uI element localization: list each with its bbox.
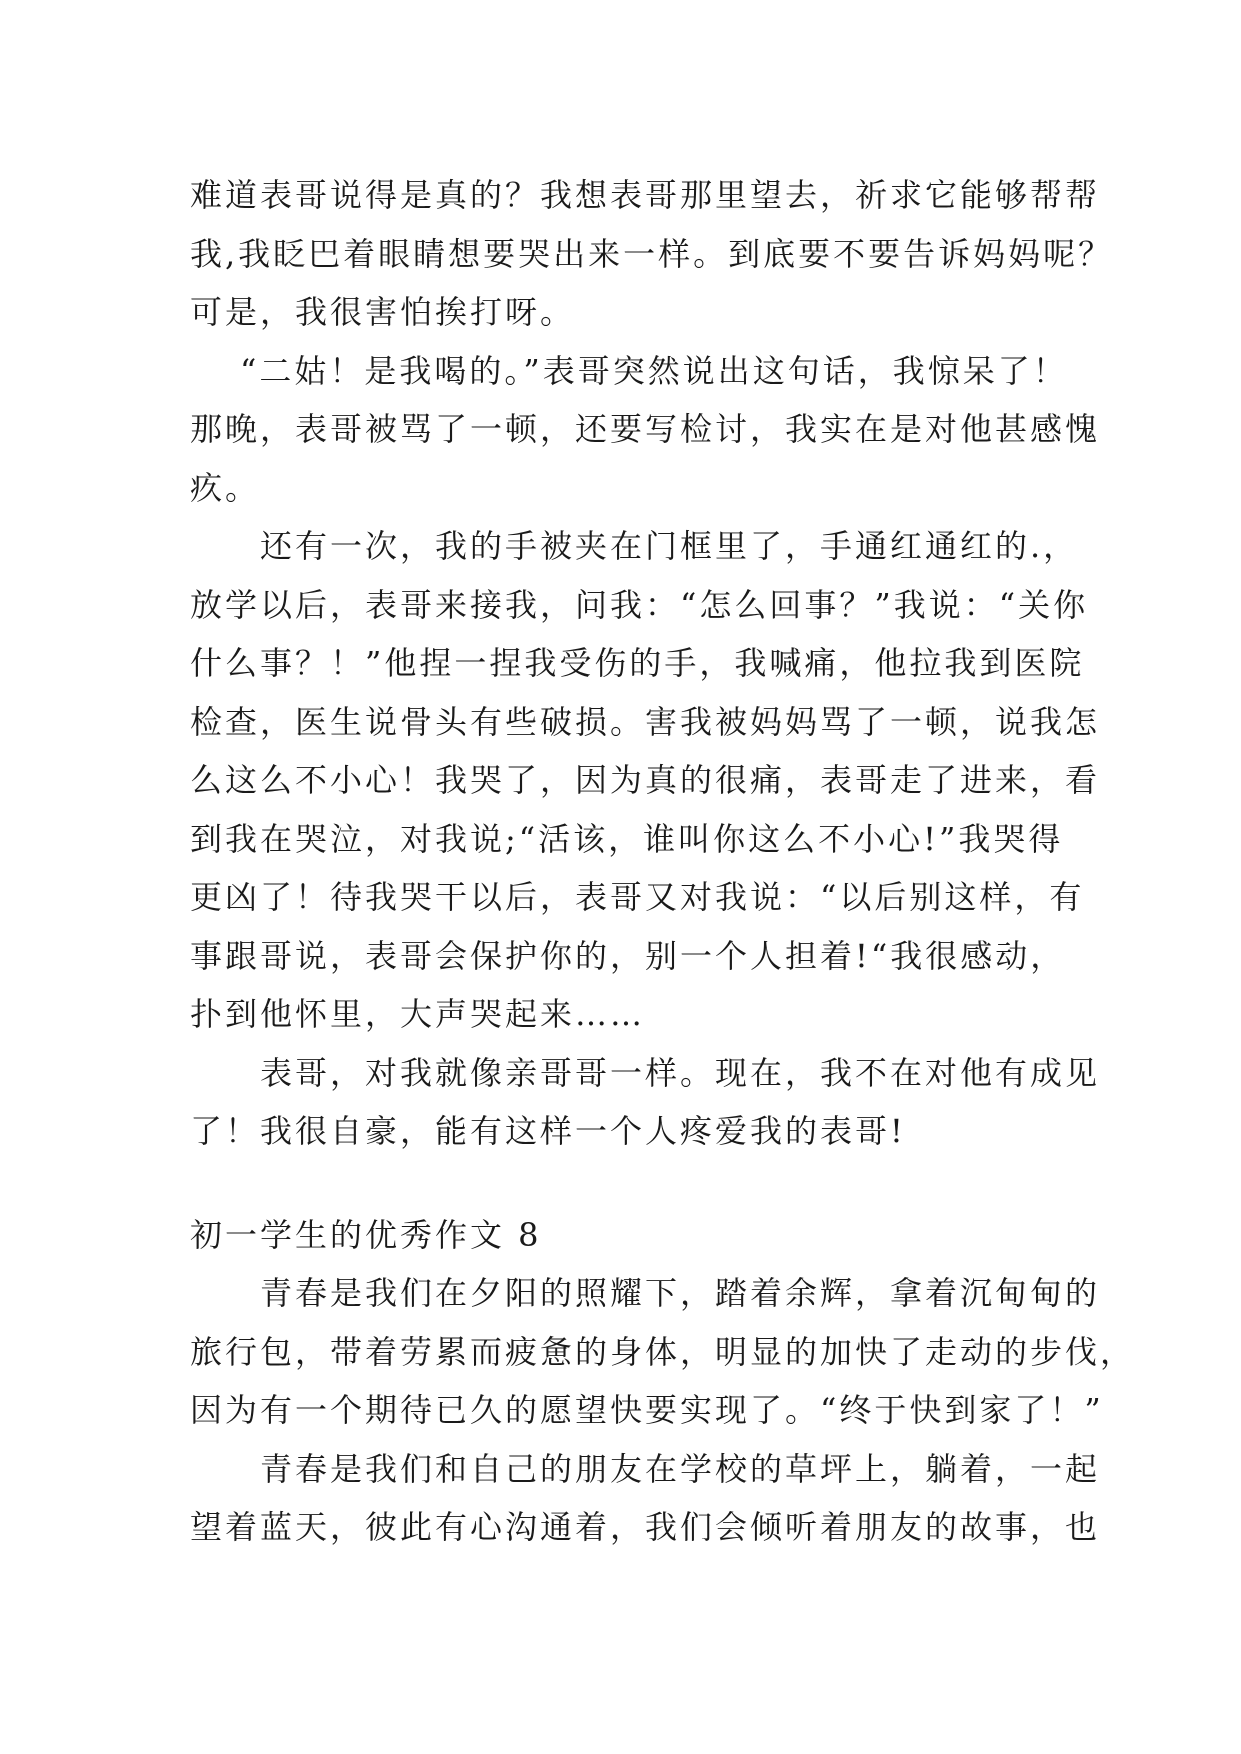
text-line: 疚。 (190, 468, 261, 507)
text-line: 旅行包，带着劳累而疲惫的身体，明显的加快了走动的步伐， (190, 1332, 1136, 1371)
text-line: 难道表哥说得是真的？我想表哥那里望去，祈求它能够帮帮 (190, 176, 1101, 214)
text-line: 么这么不小心！我哭了，因为真的很痛，表哥走了进来，看 (190, 761, 1101, 799)
text-line: 了！我很自豪，能有这样一个人疼爱我的表哥! (190, 1112, 906, 1150)
text-line: “二姑！是我喝的。”表哥突然说出这句话，我惊呆了！ (240, 351, 1068, 390)
text-line: 那晚，表哥被骂了一顿，还要写检讨，我实在是对他甚感愧 (190, 410, 1101, 448)
section-title: 初一学生的优秀作文 8 (190, 1215, 542, 1254)
text-line: 什么事？！”他捏一捏我受伤的手，我喊痛，他拉我到医院 (190, 644, 1085, 682)
text-line: 更凶了！待我哭干以后，表哥又对我说：“以后别这样，有 (190, 878, 1085, 916)
document-body (190, 166, 1136, 1557)
paragraph (190, 1440, 1101, 1557)
text-line: 青春是我们在夕阳的照耀下，踏着余辉，拿着沉甸甸的 (260, 1274, 1101, 1312)
text-line: 望着蓝天，彼此有心沟通着，我们会倾听着朋友的故事，也 (190, 1508, 1101, 1546)
paragraph (190, 1044, 1101, 1161)
text-line: 我,我眨巴着眼睛想要哭出来一样。到底要不要告诉妈妈呢？ (190, 234, 1114, 273)
text-line: 可是，我很害怕挨打呀。 (190, 293, 576, 331)
paragraph (190, 342, 1101, 518)
text-line: 扑到他怀里，大声哭起来…… (190, 995, 646, 1033)
text-line: 表哥，对我就像亲哥哥一样。现在，我不在对他有成见 (260, 1053, 1101, 1092)
text-line: 检查，医生说骨头有些破损。害我被妈妈骂了一顿，说我怎 (190, 702, 1101, 741)
text-line: 因为有一个期待已久的愿望快要实现了。“终于快到家了！” (190, 1391, 1104, 1429)
paragraph (190, 1264, 1136, 1440)
text-line: 青春是我们和自己的朋友在学校的草坪上，躺着，一起 (260, 1449, 1101, 1488)
paragraph (190, 166, 1114, 342)
text-line: 放学以后，表哥来接我，问我：“怎么回事？”我说：“关你 (190, 585, 1089, 624)
text-line: 到我在哭泣，对我说;“活该，谁叫你这么不小心!”我哭得 (190, 819, 1064, 858)
text-line: 还有一次，我的手被夹在门框里了，手通红通红的.， (260, 527, 1079, 565)
paragraph (190, 517, 1101, 1044)
text-line: 事跟哥说，表哥会保护你的，别一个人担着!“我很感动， (190, 936, 1066, 975)
